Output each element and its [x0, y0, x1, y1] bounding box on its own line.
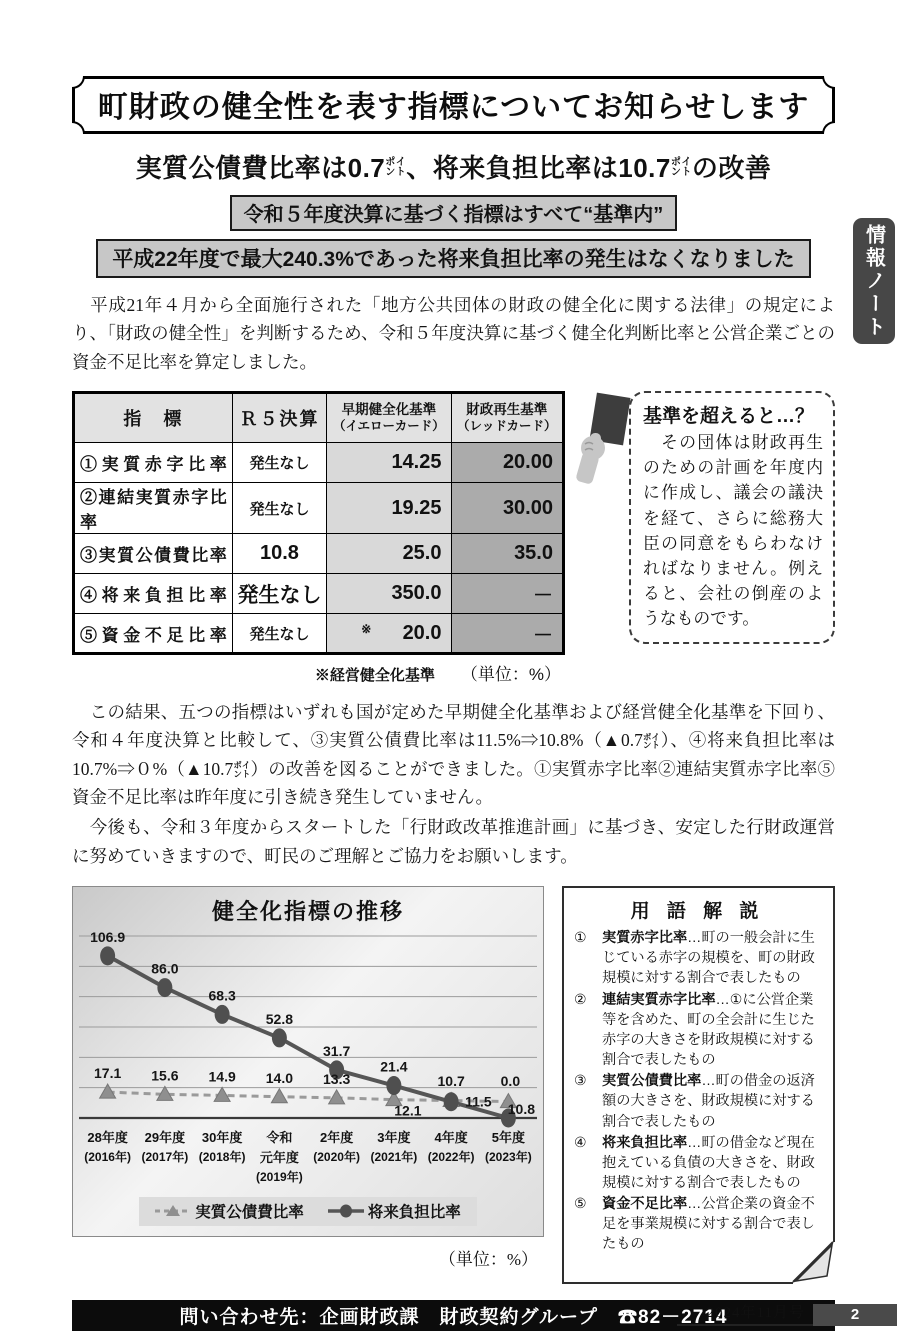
svg-text:10.8: 10.8	[507, 1101, 535, 1118]
r5-value: 発生なし	[232, 574, 326, 614]
explainer-body: その団体は財政再生のための計画を年度内に作成し、議会の議決を経て、さらに総務大臣の同意をもらわなければなりません。例えると、会社の倒産のようなものです。	[643, 433, 823, 629]
indicator-table	[72, 391, 565, 655]
standards-explainer-box	[629, 391, 835, 644]
subtitle-text: の改善	[691, 153, 772, 183]
glossary-item: ③ 実質公債費比率…町の借金の返済額の大きさを、財政規模に対する割合で表したもの	[574, 1073, 815, 1130]
page-title-box	[72, 76, 835, 134]
x-tick-label: 30年度 (2018年)	[198, 1130, 246, 1165]
subtitle-text: 実質公債費比率は0.7	[135, 153, 386, 183]
col-header-r5: Ｒ５決算	[232, 393, 326, 443]
solid-circle-legend-icon	[328, 1204, 364, 1218]
subtitle	[72, 148, 835, 185]
subtitle-text: 、将来負担比率は10.7	[406, 153, 671, 183]
legend-item-jisshitsu: 実質公債費比率	[155, 1200, 304, 1222]
page-title: 町財政の健全性を表す指標についてお知らせします	[97, 91, 810, 124]
glossary-item: ② 連結実質赤字比率…①に公営企業等を含めた、町の全会計に生じた赤字の大きさを財政規模に対する割合で表したもの	[574, 991, 815, 1069]
svg-text:14.0: 14.0	[265, 1069, 293, 1086]
glossary-item: ④ 将来負担比率…町の借金など現在抱えている負債の大きさを、財政規模に対する割合で表したもの	[574, 1134, 815, 1191]
point-unit-stack: ポイ ント	[642, 731, 660, 751]
indicator-label: ③実質公債費比率	[74, 534, 233, 574]
dashed-triangle-legend-icon	[155, 1204, 191, 1218]
indicator-label: ④将来負担比率	[74, 574, 233, 614]
glossary-box	[562, 886, 835, 1284]
svg-text:11.5: 11.5	[465, 1093, 492, 1110]
chart-unit-label: （単位：%）	[438, 1249, 538, 1269]
table-footnote: ※経営健全化基準	[314, 667, 435, 685]
intro-paragraph: 平成21年４月から全面施行された「地方公共団体の財政の健全化に関する法律」の規定により、「財政の健全性」を判断するため、令和５年度決算に基づく健全化判断比率と公営企業ごとの資金不足比率を算定しました。	[72, 295, 835, 372]
svg-text:106.9: 106.9	[90, 928, 126, 945]
svg-text:13.3: 13.3	[323, 1070, 351, 1087]
svg-text:86.0: 86.0	[151, 960, 179, 977]
legend-item-shorai: 将来負担比率	[328, 1200, 461, 1222]
x-tick-label: 2年度 (2020年)	[313, 1130, 360, 1165]
x-tick-label: 5年度 (2023年)	[485, 1130, 532, 1165]
glossary-list	[574, 928, 821, 1255]
chart-legend	[139, 1197, 477, 1226]
svg-text:12.1: 12.1	[394, 1102, 422, 1119]
contact-label: 問い合わせ先：企画財政課 財政契約グループ ☎82－2714	[179, 1306, 728, 1328]
chart-x-axis-labels	[79, 1128, 537, 1187]
r5-value: 発生なし	[232, 443, 326, 483]
table-note	[72, 660, 565, 685]
point-unit-stack: ポイ ント	[233, 760, 251, 779]
regeneration-standard-value: －	[451, 614, 564, 654]
early-standard-value: 19.25	[327, 483, 451, 534]
glossary-item: ① 実質赤字比率…町の一般会計に生じている赤字の規模を、町の財政規模に対する割合で表したもの	[574, 930, 815, 987]
point-unit-stack: ポイ ント	[385, 157, 407, 179]
side-note-column	[579, 391, 835, 685]
trend-chart	[72, 886, 544, 1237]
col-header-early-standard: 早期健全化基準 （イエローカード）	[327, 393, 451, 443]
svg-text:52.8: 52.8	[265, 1011, 293, 1028]
svg-text:0.0: 0.0	[500, 1073, 521, 1090]
highlight-box-standards: 令和５年度決算に基づく指標はすべて“基準内”	[230, 195, 678, 231]
indicator-label: ②連結実質赤字比率	[74, 483, 233, 534]
regeneration-standard-value: 20.00	[451, 443, 564, 483]
indicator-table-body	[74, 443, 564, 654]
svg-text:31.7: 31.7	[323, 1043, 351, 1060]
regeneration-standard-value: 30.00	[451, 483, 564, 534]
point-unit-stack: ポイ ント	[670, 157, 692, 179]
svg-text:15.6: 15.6	[151, 1067, 179, 1084]
closing-paragraph: 今後も、令和３年度からスタートした「行財政改革推進計画」に基づき、安定した行財政運営に努めていきますので、町民のご理解とご協力をお願いします。	[72, 817, 835, 866]
glossary-item: ⑤ 資金不足比率…公営企業の資金不足を事業規模に対する割合で表したもの	[574, 1196, 815, 1253]
table-row	[74, 614, 564, 654]
x-tick-label: 4年度 (2022年)	[427, 1130, 475, 1165]
chart-column	[72, 886, 544, 1284]
x-tick-label: 3年度 (2021年)	[370, 1130, 418, 1165]
hand-holding-card-icon	[573, 393, 635, 485]
page-number: 2	[813, 1304, 897, 1326]
highlight-box-history: 平成22年度で最大240.3%であった将来負担比率の発生はなくなりました	[96, 239, 810, 278]
early-standard-value: 25.0	[327, 534, 451, 574]
regeneration-standard-value: －	[451, 574, 564, 614]
col-header-indicator: 指 標	[74, 393, 233, 443]
x-tick-label: 28年度 (2016年)	[84, 1130, 131, 1165]
table-unit: （単位：%）	[460, 665, 561, 685]
r5-value: 10.8	[232, 534, 326, 574]
svg-text:10.7: 10.7	[437, 1072, 465, 1089]
indicator-label: ⑤資金不足比率	[74, 614, 233, 654]
info-note-tab-label: 情報ノート	[862, 223, 885, 339]
r5-value: 発生なし	[232, 614, 326, 654]
svg-text:68.3: 68.3	[208, 987, 236, 1004]
early-standard-value: 14.25	[327, 443, 451, 483]
chart-title: 健全化指標の推移	[211, 899, 404, 925]
table-row	[74, 483, 564, 534]
newsletter-page	[0, 76, 901, 1332]
svg-text:21.4: 21.4	[380, 1058, 408, 1075]
table-header-row	[74, 393, 564, 443]
regeneration-standard-value: 35.0	[451, 534, 564, 574]
r5-value: 発生なし	[232, 483, 326, 534]
early-standard-value: 350.0	[327, 574, 451, 614]
indicator-label: ①実質赤字比率	[74, 443, 233, 483]
col-header-regeneration-standard: 財政再生基準 （レッドカード）	[451, 393, 564, 443]
indicator-section	[72, 391, 835, 685]
table-row	[74, 534, 564, 574]
table-row	[74, 574, 564, 614]
x-tick-label: 令和 元年度 (2019年)	[256, 1130, 303, 1185]
svg-text:14.9: 14.9	[208, 1068, 236, 1085]
issue-label: 2024年11月号	[677, 1301, 813, 1326]
x-tick-label: 29年度 (2017年)	[141, 1130, 189, 1165]
explainer-title: 基準を超えると…？	[643, 406, 815, 428]
line-chart-plot	[79, 930, 537, 1126]
note-mark: ※	[361, 622, 372, 637]
info-note-tab	[853, 218, 895, 344]
page-fold-decoration	[793, 1242, 835, 1284]
early-standard-value: ※ 20.0	[327, 614, 451, 654]
page-footer	[677, 1301, 897, 1326]
svg-text:17.1: 17.1	[94, 1065, 122, 1082]
table-row	[74, 443, 564, 483]
glossary-title: 用 語 解 説	[630, 901, 765, 923]
results-paragraph: この結果、五つの指標はいずれも国が定めた早期健全化基準および経営健全化基準を下回り、令和４年度決算と比較して、③実質公債費比率は11.5%⇒10.8%（▲0.7 ポイ ント ）、④将来負担比率は10.7%⇒０%（▲10.7 ポイ ント ）の改善を図ることができました。①実質赤字比率②連結実質赤字比率⑤資金不足比率は昨年度に引き続き発生していません。	[72, 702, 836, 808]
